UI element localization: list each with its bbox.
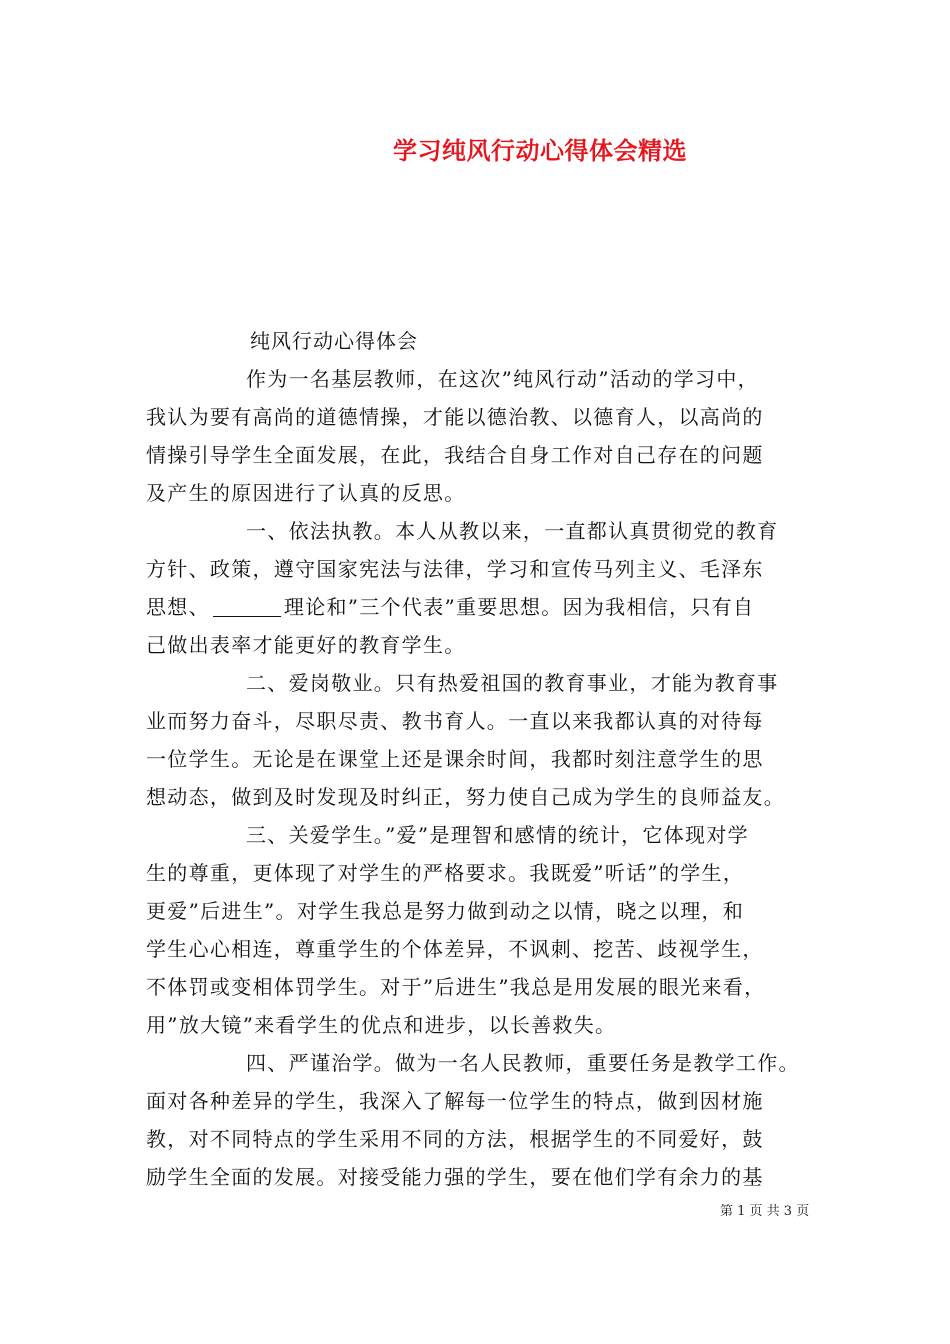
paragraph-line: 学生心心相连，尊重学生的个体差异，不讽刺、挖苦、歧视学生， bbox=[146, 937, 764, 961]
paragraph-line: 二、爱岗敬业。只有热爱祖国的教育事业，才能为教育事 bbox=[246, 671, 779, 695]
paragraph-line: 情操引导学生全面发展，在此，我结合自身工作对自己存在的问题 bbox=[146, 443, 764, 467]
paragraph-line: 及产生的原因进行了认真的反思。 bbox=[146, 481, 466, 505]
fill-in-blank bbox=[213, 594, 281, 617]
paragraph-line: 教，对不同特点的学生采用不同的方法，根据学生的不同爱好，鼓 bbox=[146, 1127, 764, 1151]
paragraph-line: 方针、政策，遵守国家宪法与法律，学习和宣传马列主义、毛泽东 bbox=[146, 557, 764, 581]
document-title: 学习纯风行动心得体会精选 bbox=[393, 136, 687, 165]
page-number: 第 1 页 共 3 页 bbox=[720, 1204, 810, 1219]
paragraph-line: 不体罚或变相体罚学生。对于”后进生”我总是用发展的眼光来看， bbox=[146, 975, 766, 999]
paragraph-line: 更爱”后进生”。对学生我总是努力做到动之以情，晓之以理，和 bbox=[146, 899, 745, 923]
paragraph-line: 三、关爱学生。”爱”是理智和感情的统计，它体现对学 bbox=[246, 823, 749, 847]
paragraph-line: 想动态，做到及时发现及时纠正，努力使自己成为学生的良师益友。 bbox=[146, 785, 785, 809]
paragraph-line-with-blank bbox=[146, 590, 754, 624]
paragraph-line: 励学生全面的发展。对接受能力强的学生，要在他们学有余力的基 bbox=[146, 1165, 764, 1189]
line-segment: 理论和”三个代表”重要思想。因为我相信，只有自 bbox=[283, 595, 755, 619]
section-heading: 纯风行动心得体会 bbox=[250, 329, 418, 353]
paragraph-line: 业而努力奋斗，尽职尽责、教书育人。一直以来我都认真的对待每 bbox=[146, 709, 764, 733]
paragraph-line: 作为一名基层教师，在这次”纯风行动”活动的学习中， bbox=[246, 367, 759, 391]
line-segment: 思想、 bbox=[146, 595, 210, 619]
paragraph-line: 生的尊重，更体现了对学生的严格要求。我既爱”听话”的学生， bbox=[146, 861, 745, 885]
paragraph-line: 一位学生。无论是在课堂上还是课余时间，我都时刻注意学生的思 bbox=[146, 747, 764, 771]
paragraph-line: 己做出表率才能更好的教育学生。 bbox=[146, 633, 466, 657]
paragraph-line: 一、依法执教。本人从教以来，一直都认真贯彻党的教育 bbox=[246, 519, 779, 543]
paragraph-line: 面对各种差异的学生，我深入了解每一位学生的特点，做到因材施 bbox=[146, 1089, 764, 1113]
paragraph-line: 我认为要有高尚的道德情操，才能以德治教、以德育人，以高尚的 bbox=[146, 405, 764, 429]
paragraph-line: 四、严谨治学。做为一名人民教师，重要任务是教学工作。 bbox=[246, 1051, 800, 1075]
paragraph-line: 用”放大镜”来看学生的优点和进步，以长善救失。 bbox=[146, 1013, 617, 1037]
